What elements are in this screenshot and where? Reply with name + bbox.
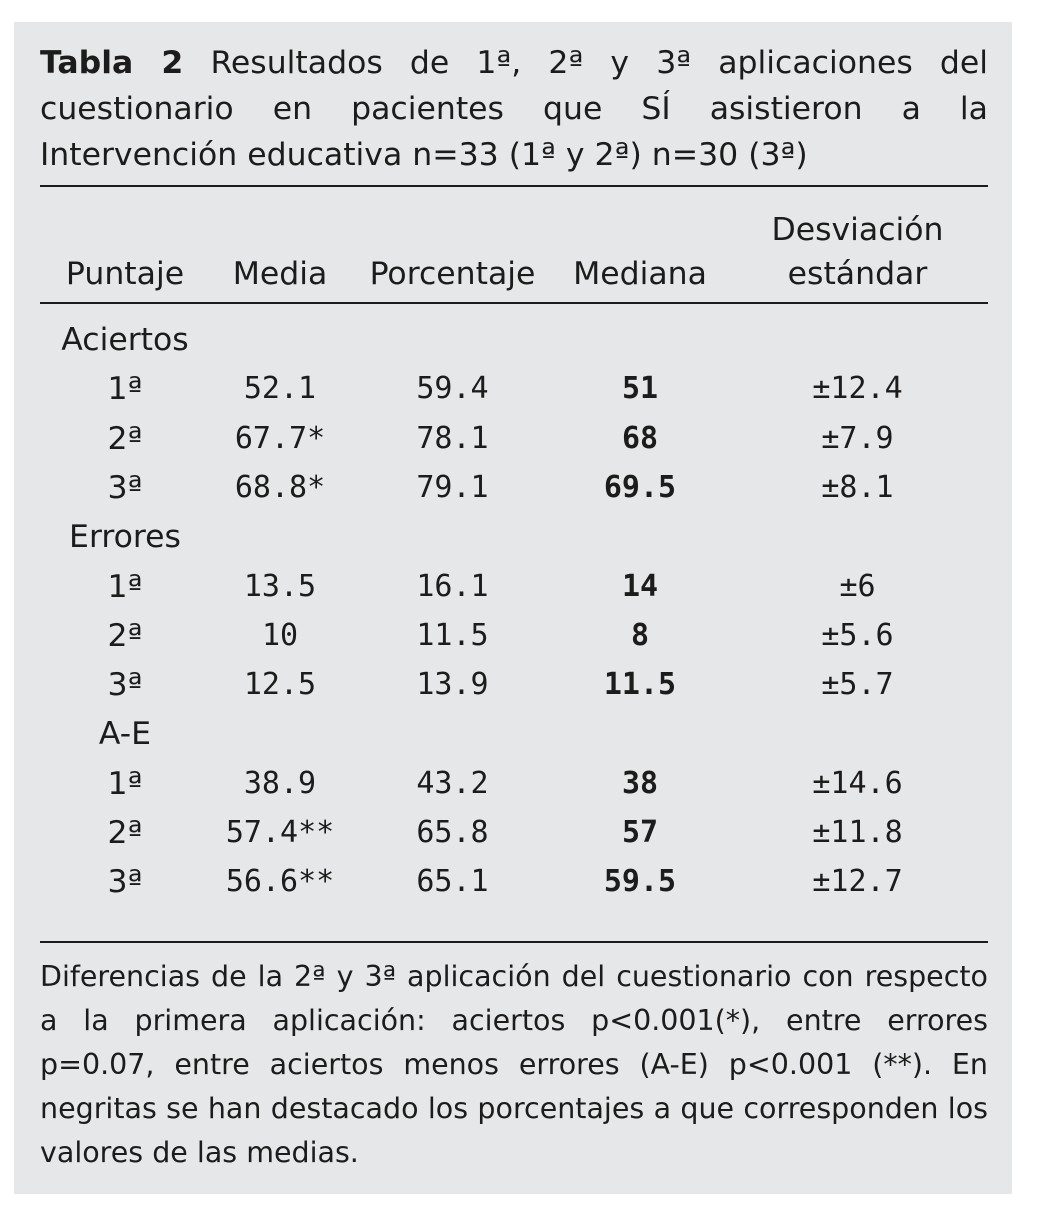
- cell-desviacion: ±7.9: [821, 420, 894, 456]
- cell-media: [215, 815, 345, 850]
- cell-aplicacion: 2ª: [107, 420, 143, 457]
- cell-media: [215, 864, 345, 899]
- significance-mark: *: [307, 420, 326, 456]
- cell-media: [215, 421, 345, 456]
- media-value: 56.6: [225, 864, 299, 900]
- cell-desviacion: ±8.1: [821, 469, 894, 505]
- cell-aplicacion: 2ª: [107, 617, 143, 654]
- header-porcentaje: Porcentaje: [369, 256, 536, 292]
- cell-aplicacion: 3ª: [107, 469, 143, 506]
- significance-mark: **: [298, 864, 335, 900]
- header-media: Media: [232, 256, 328, 292]
- cell-desviacion: ±6: [839, 568, 876, 604]
- cell-media: [215, 569, 345, 604]
- media-value: 52.1: [243, 371, 317, 407]
- cell-media: [215, 667, 345, 702]
- cell-desviacion: ±5.6: [821, 617, 894, 653]
- cell-porcentaje: 16.1: [416, 568, 489, 604]
- header-mediana: Mediana: [573, 256, 707, 292]
- cell-media: [215, 618, 345, 653]
- cell-mediana: 57: [621, 815, 659, 850]
- cell-aplicacion: 1ª: [107, 765, 143, 802]
- cell-porcentaje: 13.9: [416, 667, 489, 703]
- group-label: Aciertos: [61, 322, 189, 358]
- cell-porcentaje: 11.5: [416, 617, 489, 653]
- cell-aplicacion: 3ª: [107, 864, 143, 901]
- cell-mediana: 51: [621, 371, 659, 407]
- cell-mediana: 68: [621, 420, 659, 456]
- header-rule: [40, 302, 988, 304]
- table-footnote: Diferencias de la 2ª y 3ª aplicación del cuestionario con respecto a la primera aplicación: aciertos p<0.001(*), entre errores p=0.07, entre aciertos menos errores (A-E) p<0.001 (**). En negritas se han destacado los porcentajes a que corresponden los valores de las medias.: [40, 960, 988, 1169]
- group-label: Errores: [69, 519, 181, 556]
- cell-mediana: 11.5: [603, 667, 677, 703]
- header-desviacion-line1: Desviación: [771, 212, 944, 248]
- header-desviacion-line2: estándar: [787, 256, 928, 292]
- media-value: 57.4: [225, 815, 299, 850]
- header-puntaje: Puntaje: [65, 256, 185, 292]
- bottom-rule: [40, 941, 988, 943]
- media-value: 12.5: [243, 667, 317, 703]
- cell-aplicacion: 2ª: [107, 815, 143, 851]
- cell-porcentaje: 65.8: [416, 815, 489, 850]
- cell-porcentaje: 79.1: [416, 469, 489, 505]
- cell-porcentaje: 65.1: [416, 864, 489, 900]
- table-caption: [40, 40, 988, 178]
- cell-porcentaje: 78.1: [416, 420, 489, 456]
- cell-mediana: 14: [621, 568, 659, 604]
- media-value: 38.9: [243, 765, 317, 801]
- media-value: 68.8: [234, 469, 308, 505]
- media-value: 67.7: [234, 420, 308, 456]
- cell-mediana: 69.5: [603, 469, 677, 505]
- cell-aplicacion: 1ª: [107, 568, 143, 605]
- cell-mediana: 8: [630, 617, 650, 653]
- cell-porcentaje: 59.4: [416, 371, 489, 407]
- caption-text: Resultados de 1ª, 2ª y 3ª aplicaciones del cuestionario en pacientes que SÍ asistieron a la Intervención educativa n=33 (1ª y 2ª) n=30 (3ª): [40, 45, 989, 173]
- cell-desviacion: ±5.7: [821, 667, 894, 703]
- cell-desviacion: ±11.8: [812, 815, 903, 850]
- significance-mark: **: [298, 815, 335, 850]
- cell-aplicacion: 1ª: [107, 371, 143, 408]
- cell-porcentaje: 43.2: [416, 765, 489, 801]
- cell-media: [215, 470, 345, 505]
- cell-aplicacion: 3ª: [107, 667, 143, 704]
- cell-mediana: 59.5: [603, 864, 677, 900]
- media-value: 10: [261, 617, 299, 653]
- caption-label: Tabla 2: [40, 45, 184, 81]
- significance-mark: *: [307, 469, 326, 505]
- cell-desviacion: ±14.6: [812, 765, 903, 801]
- cell-desviacion: ±12.7: [812, 864, 903, 900]
- top-rule: [40, 185, 988, 187]
- cell-mediana: 38: [621, 765, 659, 801]
- media-value: 13.5: [243, 568, 317, 604]
- cell-desviacion: ±12.4: [812, 371, 903, 407]
- group-label: A-E: [98, 716, 152, 753]
- cell-media: [215, 371, 345, 406]
- cell-media: [215, 766, 345, 801]
